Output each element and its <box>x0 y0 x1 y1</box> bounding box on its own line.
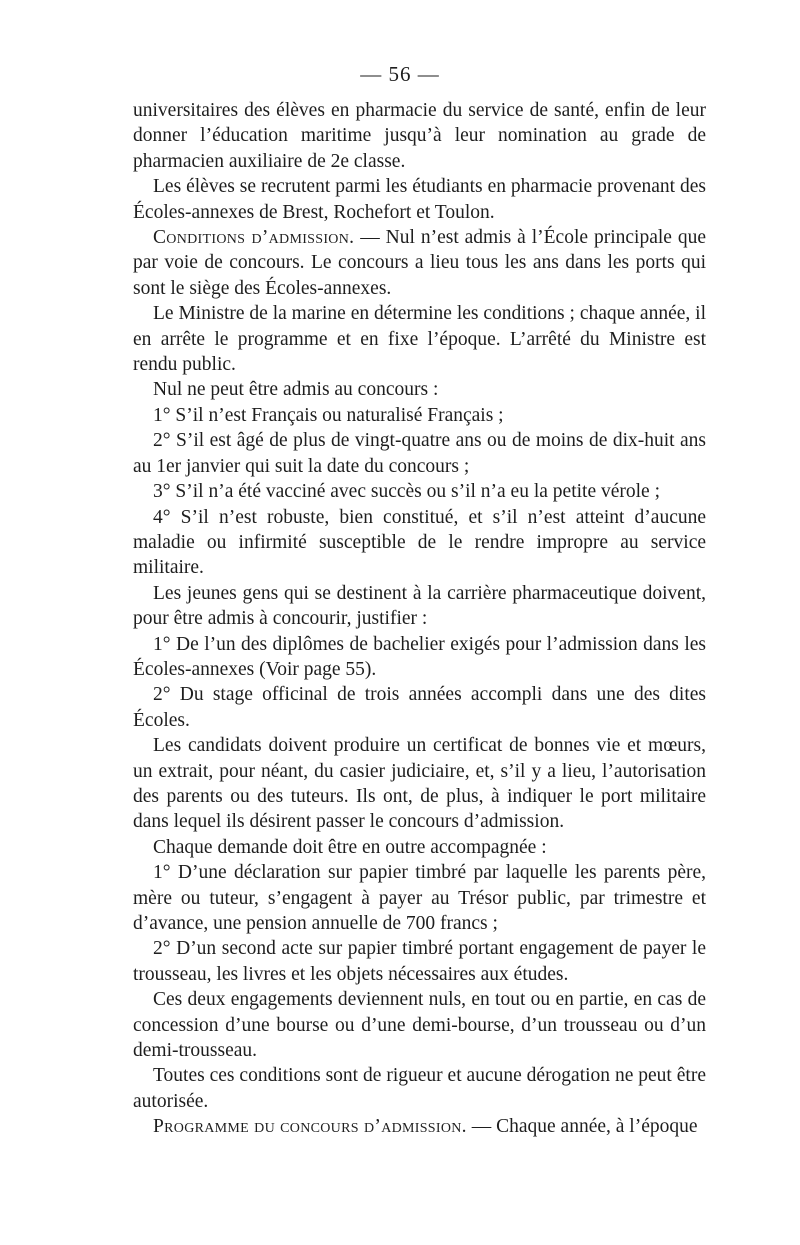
list-item: 1° D’une déclaration sur papier timbré par laquelle les parents père, mère ou tuteur, s’engagent à payer au Trésor public, par trimestre et d’avance, une pension annuelle de 700 francs ; <box>133 862 706 934</box>
paragraph: Nul ne peut être admis au concours : <box>153 379 439 401</box>
paragraph <box>133 1114 706 1139</box>
section-heading: Conditions d’admission. <box>153 227 355 249</box>
paragraph-text: — Chaque année, à l’époque <box>466 1116 698 1138</box>
paragraph: Le Ministre de la marine en détermine les conditions ; chaque année, il en arrête le programme et en fixe l’époque. L’arrêté du Ministre est rendu public. <box>133 303 706 376</box>
paragraph: universitaires des élèves en pharmacie du service de santé, enfin de leur donner l’éducation maritime jusqu’à leur nomination au grade de pharmacien auxiliaire de 2e classe. <box>133 100 706 172</box>
list-item: 2° D’un second acte sur papier timbré portant engagement de payer le trousseau, les livres et les objets nécessaires aux études. <box>133 938 706 985</box>
paragraph: Ces deux engagements deviennent nuls, en tout ou en partie, en cas de concession d’une bourse ou d’une demi-bourse, d’un trousseau ou d’un demi-trousseau. <box>133 989 706 1062</box>
list-item: 1° De l’un des diplômes de bachelier exigés pour l’admission dans les Écoles-annexes (Voir page 55). <box>133 633 706 680</box>
list-item: 3° S’il n’a été vacciné avec succès ou s’il n’a eu la petite vérole ; <box>153 481 660 503</box>
paragraph: Les jeunes gens qui se destinent à la carrière pharmaceutique doivent, pour être admis à concourir, justifier : <box>133 582 706 630</box>
list-item: 4° S’il n’est robuste, bien constitué, et s’il n’est atteint d’aucune maladie ou infirmité susceptible de le rendre impropre au service militaire. <box>133 506 706 579</box>
paragraph <box>133 225 706 301</box>
list-item: 2° S’il est âgé de plus de vingt-quatre ans ou de moins de dix-huit ans au 1er janvier qui suit la date du concours ; <box>133 430 706 477</box>
paragraph: Toutes ces conditions sont de rigueur et aucune dérogation ne peut être autorisée. <box>133 1065 706 1112</box>
paragraph: Les candidats doivent produire un certificat de bonnes vie et mœurs, un extrait, pour néant, du casier judiciaire, et, s’il y a lieu, l’autorisation des parents ou des tuteurs. Ils ont, de plus, à indiquer le port militaire dans lequel ils désirent passer le concours d’admission. <box>133 735 706 833</box>
list-item: 2° Du stage officinal de trois années accompli dans une des dites Écoles. <box>133 684 706 731</box>
paragraph-text: — Nul n’est admis à l’École principale que par voie de concours. Le concours a lieu tous les ans dans les ports qui sont le siège des Écoles-annexes. <box>133 227 706 299</box>
list-item: 1° S’il n’est Français ou naturalisé Français ; <box>153 404 504 426</box>
page-body <box>133 98 706 1140</box>
paragraph: Chaque demande doit être en outre accompagnée : <box>153 836 547 858</box>
section-heading: Programme du concours d’admission. <box>153 1116 467 1138</box>
paragraph: Les élèves se recrutent parmi les étudiants en pharmacie provenant des Écoles-annexes de Brest, Rochefort et Toulon. <box>133 176 706 223</box>
page-number: — 56 — <box>360 62 440 86</box>
